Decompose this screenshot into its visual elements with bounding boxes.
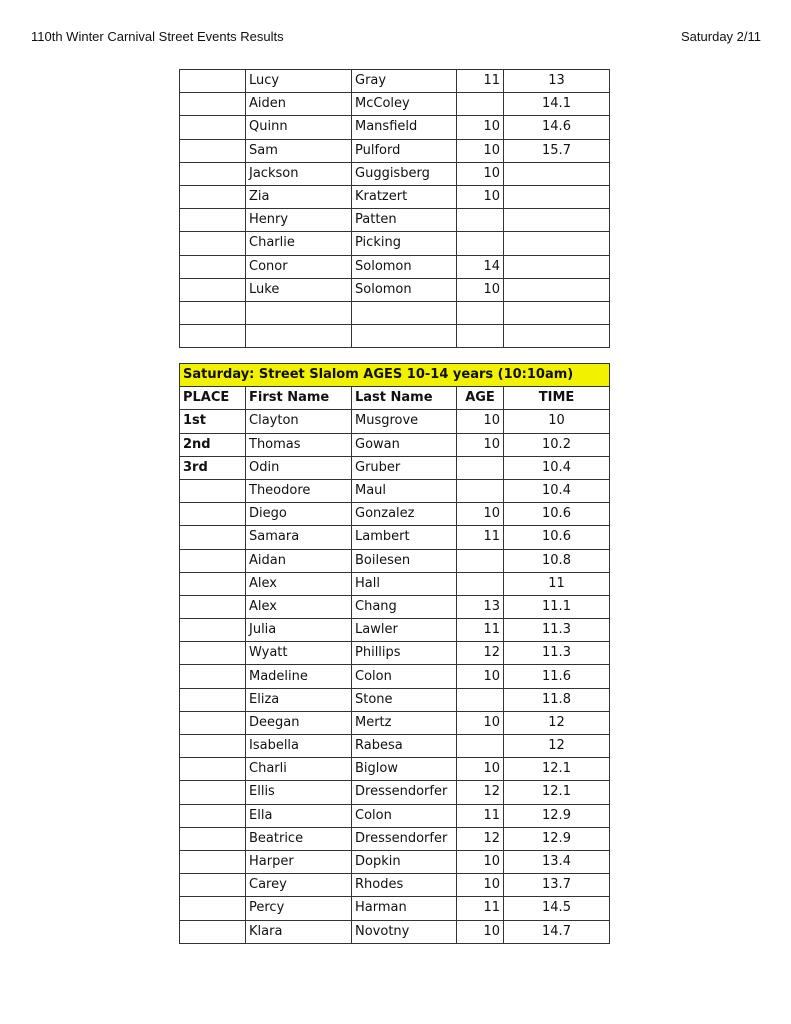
event-banner-row — [180, 364, 610, 387]
age-cell: 10 — [457, 874, 504, 897]
table-row — [180, 688, 610, 711]
first-name-cell: Quinn — [246, 116, 352, 139]
age-cell: 11 — [457, 70, 504, 93]
first-name-cell: Zia — [246, 185, 352, 208]
time-cell: 13.4 — [504, 850, 610, 873]
table-row — [180, 827, 610, 850]
place-cell — [180, 209, 246, 232]
last-name-cell: Dressendorfer — [352, 781, 457, 804]
age-cell: 10 — [457, 278, 504, 301]
first-name-cell — [246, 301, 352, 324]
table-row — [180, 410, 610, 433]
last-name-cell: Solomon — [352, 255, 457, 278]
age-cell: 10 — [457, 711, 504, 734]
first-name-cell: Alex — [246, 572, 352, 595]
first-name-cell: Conor — [246, 255, 352, 278]
age-cell — [457, 735, 504, 758]
first-name-cell: Lucy — [246, 70, 352, 93]
place-cell — [180, 116, 246, 139]
place-cell — [180, 874, 246, 897]
first-name-cell: Ellis — [246, 781, 352, 804]
first-name-cell: Madeline — [246, 665, 352, 688]
first-name-cell: Julia — [246, 619, 352, 642]
results-table-continued — [179, 69, 610, 348]
first-name-cell: Henry — [246, 209, 352, 232]
age-cell: 11 — [457, 897, 504, 920]
time-cell: 11 — [504, 572, 610, 595]
age-cell — [457, 688, 504, 711]
place-cell — [180, 642, 246, 665]
age-cell: 14 — [457, 255, 504, 278]
table-row — [180, 735, 610, 758]
time-cell: 11.6 — [504, 665, 610, 688]
age-cell — [457, 301, 504, 324]
age-cell: 12 — [457, 781, 504, 804]
place-cell — [180, 70, 246, 93]
last-name-cell: Gray — [352, 70, 457, 93]
place-cell — [180, 920, 246, 943]
age-cell: 10 — [457, 139, 504, 162]
place-cell — [180, 503, 246, 526]
table-row — [180, 619, 610, 642]
table-row — [180, 711, 610, 734]
table-row — [180, 116, 610, 139]
age-cell — [457, 209, 504, 232]
time-cell: 11.1 — [504, 595, 610, 618]
age-cell: 10 — [457, 433, 504, 456]
first-name-cell: Carey — [246, 874, 352, 897]
last-name-cell: Patten — [352, 209, 457, 232]
table-row — [180, 572, 610, 595]
table-row — [180, 479, 610, 502]
table-row — [180, 897, 610, 920]
place-cell — [180, 804, 246, 827]
time-cell: 12 — [504, 735, 610, 758]
time-cell: 12 — [504, 711, 610, 734]
time-cell: 14.1 — [504, 93, 610, 116]
place-cell: 2nd — [180, 433, 246, 456]
first-name-cell: Percy — [246, 897, 352, 920]
place-cell: 3rd — [180, 456, 246, 479]
last-name-cell: Lawler — [352, 619, 457, 642]
table-row — [180, 850, 610, 873]
first-name-cell: Wyatt — [246, 642, 352, 665]
age-cell: 12 — [457, 827, 504, 850]
place-cell — [180, 897, 246, 920]
table-row — [180, 758, 610, 781]
time-cell: 10.6 — [504, 503, 610, 526]
last-name-cell: Kratzert — [352, 185, 457, 208]
first-name-cell: Jackson — [246, 162, 352, 185]
table-row — [180, 209, 610, 232]
age-cell — [457, 572, 504, 595]
table-row — [180, 255, 610, 278]
first-name-cell: Deegan — [246, 711, 352, 734]
time-cell: 10 — [504, 410, 610, 433]
place-cell — [180, 93, 246, 116]
first-name-cell: Sam — [246, 139, 352, 162]
table-row — [180, 301, 610, 324]
last-name-cell: Musgrove — [352, 410, 457, 433]
first-name-cell: Ella — [246, 804, 352, 827]
header-first-name: First Name — [246, 387, 352, 410]
first-name-cell: Clayton — [246, 410, 352, 433]
age-cell: 12 — [457, 642, 504, 665]
table-row — [180, 185, 610, 208]
last-name-cell: Dopkin — [352, 850, 457, 873]
first-name-cell: Aiden — [246, 93, 352, 116]
table-row — [180, 503, 610, 526]
time-cell: 14.6 — [504, 116, 610, 139]
time-cell: 11.8 — [504, 688, 610, 711]
table-row — [180, 278, 610, 301]
last-name-cell: Dressendorfer — [352, 827, 457, 850]
place-cell: 1st — [180, 410, 246, 433]
place-cell — [180, 758, 246, 781]
header-place: PLACE — [180, 387, 246, 410]
table-row — [180, 665, 610, 688]
age-cell — [457, 549, 504, 572]
last-name-cell: Colon — [352, 804, 457, 827]
time-cell: 14.5 — [504, 897, 610, 920]
last-name-cell: Picking — [352, 232, 457, 255]
time-cell — [504, 278, 610, 301]
time-cell: 10.6 — [504, 526, 610, 549]
age-cell: 11 — [457, 804, 504, 827]
last-name-cell: Colon — [352, 665, 457, 688]
last-name-cell: McColey — [352, 93, 457, 116]
header-row — [180, 387, 610, 410]
first-name-cell: Luke — [246, 278, 352, 301]
place-cell — [180, 688, 246, 711]
header-time: TIME — [504, 387, 610, 410]
last-name-cell — [352, 301, 457, 324]
time-cell: 15.7 — [504, 139, 610, 162]
first-name-cell: Klara — [246, 920, 352, 943]
last-name-cell: Rhodes — [352, 874, 457, 897]
time-cell — [504, 301, 610, 324]
table-row — [180, 325, 610, 348]
place-cell — [180, 139, 246, 162]
last-name-cell: Gonzalez — [352, 503, 457, 526]
time-cell: 10.4 — [504, 456, 610, 479]
time-cell — [504, 325, 610, 348]
last-name-cell: Mansfield — [352, 116, 457, 139]
street-slalom-results-table — [179, 363, 610, 944]
age-cell: 10 — [457, 162, 504, 185]
last-name-cell: Boilesen — [352, 549, 457, 572]
time-cell: 13 — [504, 70, 610, 93]
place-cell — [180, 665, 246, 688]
place-cell — [180, 301, 246, 324]
age-cell — [457, 479, 504, 502]
last-name-cell: Novotny — [352, 920, 457, 943]
time-cell: 12.1 — [504, 758, 610, 781]
table-row — [180, 93, 610, 116]
table-row — [180, 781, 610, 804]
first-name-cell: Thomas — [246, 433, 352, 456]
first-name-cell: Samara — [246, 526, 352, 549]
last-name-cell: Mertz — [352, 711, 457, 734]
age-cell: 11 — [457, 526, 504, 549]
time-cell — [504, 185, 610, 208]
last-name-cell: Hall — [352, 572, 457, 595]
place-cell — [180, 526, 246, 549]
last-name-cell: Pulford — [352, 139, 457, 162]
age-cell: 13 — [457, 595, 504, 618]
place-cell — [180, 185, 246, 208]
table-row — [180, 920, 610, 943]
age-cell: 10 — [457, 116, 504, 139]
age-cell — [457, 325, 504, 348]
table-row — [180, 456, 610, 479]
age-cell: 10 — [457, 850, 504, 873]
first-name-cell — [246, 325, 352, 348]
header-last-name: Last Name — [352, 387, 457, 410]
age-cell — [457, 93, 504, 116]
age-cell: 10 — [457, 920, 504, 943]
table-row — [180, 549, 610, 572]
place-cell — [180, 735, 246, 758]
table-row — [180, 433, 610, 456]
table-row — [180, 642, 610, 665]
place-cell — [180, 325, 246, 348]
place-cell — [180, 572, 246, 595]
place-cell — [180, 278, 246, 301]
header-age: AGE — [457, 387, 504, 410]
place-cell — [180, 549, 246, 572]
place-cell — [180, 850, 246, 873]
place-cell — [180, 162, 246, 185]
age-cell: 10 — [457, 758, 504, 781]
table-row — [180, 804, 610, 827]
age-cell: 10 — [457, 185, 504, 208]
last-name-cell: Biglow — [352, 758, 457, 781]
last-name-cell: Lambert — [352, 526, 457, 549]
place-cell — [180, 479, 246, 502]
age-cell — [457, 232, 504, 255]
place-cell — [180, 711, 246, 734]
last-name-cell: Harman — [352, 897, 457, 920]
first-name-cell: Theodore — [246, 479, 352, 502]
place-cell — [180, 232, 246, 255]
first-name-cell: Harper — [246, 850, 352, 873]
table-row — [180, 139, 610, 162]
last-name-cell: Stone — [352, 688, 457, 711]
time-cell: 10.2 — [504, 433, 610, 456]
time-cell: 12.9 — [504, 827, 610, 850]
first-name-cell: Aidan — [246, 549, 352, 572]
time-cell: 12.1 — [504, 781, 610, 804]
time-cell — [504, 162, 610, 185]
table-row — [180, 874, 610, 897]
time-cell: 13.7 — [504, 874, 610, 897]
time-cell — [504, 232, 610, 255]
time-cell: 10.4 — [504, 479, 610, 502]
age-cell: 10 — [457, 665, 504, 688]
last-name-cell: Gruber — [352, 456, 457, 479]
first-name-cell: Alex — [246, 595, 352, 618]
last-name-cell — [352, 325, 457, 348]
first-name-cell: Isabella — [246, 735, 352, 758]
last-name-cell: Guggisberg — [352, 162, 457, 185]
table-row — [180, 162, 610, 185]
place-cell — [180, 255, 246, 278]
table-row — [180, 526, 610, 549]
document-title: 110th Winter Carnival Street Events Results — [31, 29, 284, 44]
last-name-cell: Rabesa — [352, 735, 457, 758]
first-name-cell: Eliza — [246, 688, 352, 711]
place-cell — [180, 595, 246, 618]
time-cell — [504, 255, 610, 278]
place-cell — [180, 781, 246, 804]
table-row — [180, 595, 610, 618]
time-cell — [504, 209, 610, 232]
age-cell: 10 — [457, 410, 504, 433]
document-date: Saturday 2/11 — [681, 29, 761, 44]
last-name-cell: Maul — [352, 479, 457, 502]
place-cell — [180, 827, 246, 850]
first-name-cell: Diego — [246, 503, 352, 526]
last-name-cell: Phillips — [352, 642, 457, 665]
age-cell: 10 — [457, 503, 504, 526]
first-name-cell: Charlie — [246, 232, 352, 255]
place-cell — [180, 619, 246, 642]
event-banner: Saturday: Street Slalom AGES 10-14 years (10:10am) — [180, 364, 610, 387]
table-row — [180, 232, 610, 255]
first-name-cell: Charli — [246, 758, 352, 781]
age-cell: 11 — [457, 619, 504, 642]
last-name-cell: Solomon — [352, 278, 457, 301]
time-cell: 11.3 — [504, 619, 610, 642]
first-name-cell: Odin — [246, 456, 352, 479]
time-cell: 11.3 — [504, 642, 610, 665]
table-row — [180, 70, 610, 93]
time-cell: 10.8 — [504, 549, 610, 572]
time-cell: 14.7 — [504, 920, 610, 943]
last-name-cell: Gowan — [352, 433, 457, 456]
age-cell — [457, 456, 504, 479]
first-name-cell: Beatrice — [246, 827, 352, 850]
time-cell: 12.9 — [504, 804, 610, 827]
last-name-cell: Chang — [352, 595, 457, 618]
